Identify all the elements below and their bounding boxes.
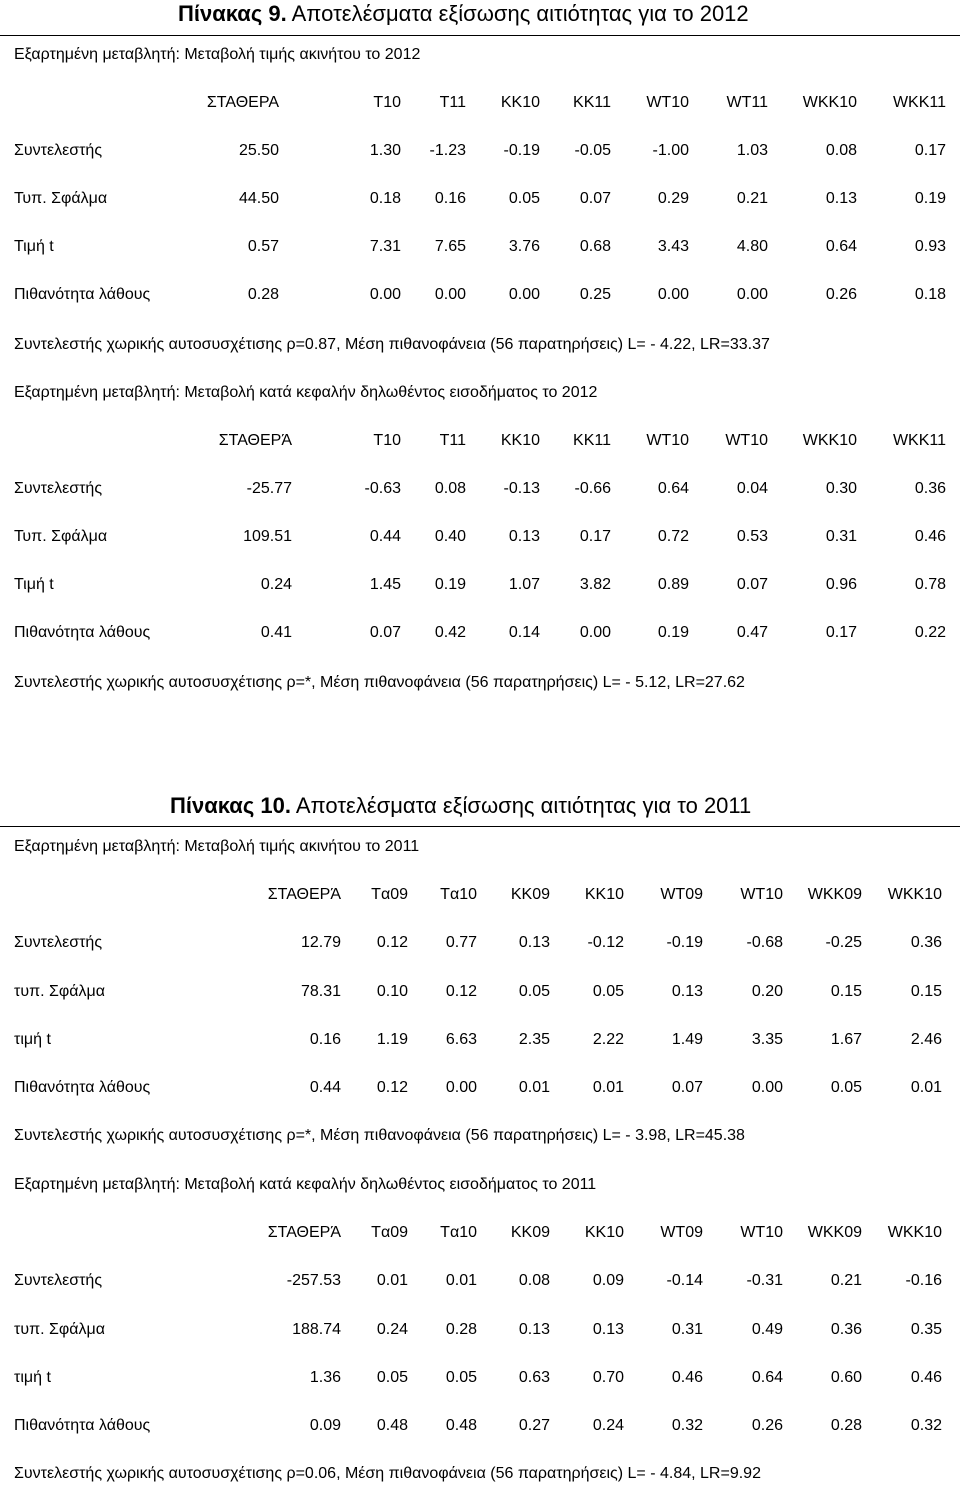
table-cell: 0.16 — [434, 190, 466, 207]
column-header: KK10 — [500, 432, 540, 449]
table-cell: 0.15 — [830, 983, 862, 1000]
table-cell: 0.05 — [830, 1079, 862, 1096]
column-header: KK10 — [584, 886, 624, 903]
column-header: WKK10 — [802, 94, 857, 111]
table-cell: 1.07 — [508, 576, 540, 593]
row-label: Πιθανότητα λάθους — [14, 1079, 151, 1096]
table-cell: 0.60 — [830, 1369, 862, 1386]
row-label: Τυπ. Σφάλμα — [14, 190, 108, 207]
column-header: Tα10 — [440, 886, 477, 903]
table-cell: 25.50 — [238, 142, 279, 159]
table-cell: 0.31 — [671, 1321, 703, 1338]
table-cell: 3.43 — [657, 238, 689, 255]
table-cell: 0.32 — [910, 1417, 942, 1434]
table-cell: 0.93 — [914, 238, 946, 255]
table9-title-rule — [0, 35, 960, 36]
table-cell: 0.48 — [376, 1417, 408, 1434]
table-cell: 0.20 — [751, 983, 783, 1000]
table-cell: -0.14 — [666, 1272, 703, 1289]
column-header: Tα09 — [371, 886, 408, 903]
table-cell: -0.68 — [746, 934, 783, 951]
table9-title-text: Αποτελέσματα εξίσωσης αιτιότητας για το 2012 — [286, 1, 749, 26]
table-cell: 0.07 — [671, 1079, 703, 1096]
row-label: Συντελεστής — [14, 480, 103, 497]
table9-title — [178, 0, 749, 28]
table-cell: 0.42 — [434, 624, 466, 641]
table-cell: 2.22 — [592, 1031, 624, 1048]
table-cell: 0.28 — [445, 1321, 477, 1338]
table-cell: -0.19 — [666, 934, 703, 951]
table-cell: 0.13 — [518, 934, 550, 951]
table-cell: 0.01 — [518, 1079, 550, 1096]
table-cell: 0.44 — [369, 528, 401, 545]
table-cell: 1.45 — [369, 576, 401, 593]
table-cell: 0.01 — [592, 1079, 624, 1096]
table-cell: 1.30 — [369, 142, 401, 159]
table-cell: 44.50 — [238, 190, 279, 207]
column-header: T11 — [439, 432, 466, 449]
row-label: Τυπ. Σφάλμα — [14, 528, 108, 545]
table-cell: 0.46 — [914, 528, 946, 545]
table-cell: 0.63 — [518, 1369, 550, 1386]
column-header: WKK09 — [807, 886, 862, 903]
table-cell: 0.21 — [736, 190, 768, 207]
table-cell: 0.18 — [369, 190, 401, 207]
table-cell: 0.19 — [657, 624, 689, 641]
table-cell: 0.01 — [910, 1079, 942, 1096]
column-header: WKK11 — [892, 432, 946, 449]
table-cell: 0.15 — [910, 983, 942, 1000]
table-cell: 0.05 — [508, 190, 540, 207]
table-cell: 0.22 — [914, 624, 946, 641]
table-cell: 0.72 — [657, 528, 689, 545]
table-cell: 3.35 — [751, 1031, 783, 1048]
table-cell: 0.00 — [579, 624, 611, 641]
table-cell: 0.00 — [751, 1079, 783, 1096]
column-header: WT09 — [660, 1224, 703, 1241]
table-cell: 78.31 — [300, 983, 341, 1000]
table-cell: 0.12 — [376, 1079, 408, 1096]
table-cell: 2.46 — [910, 1031, 942, 1048]
table-cell: 0.13 — [671, 983, 703, 1000]
table-cell: 2.35 — [518, 1031, 550, 1048]
table-cell: 0.00 — [445, 1079, 477, 1096]
table-cell: 0.00 — [736, 286, 768, 303]
table-cell: 1.36 — [309, 1369, 341, 1386]
table-cell: -1.00 — [652, 142, 689, 159]
table-cell: 0.08 — [434, 480, 466, 497]
table-cell: 0.53 — [736, 528, 768, 545]
column-header: Tα10 — [440, 1224, 477, 1241]
table-cell: 0.64 — [825, 238, 857, 255]
column-header: KK10 — [584, 1224, 624, 1241]
table-cell: 0.00 — [369, 286, 401, 303]
table-cell: 0.01 — [445, 1272, 477, 1289]
column-header: WT10 — [646, 432, 689, 449]
row-label: τιμή t — [14, 1031, 51, 1048]
table-cell: 0.05 — [376, 1369, 408, 1386]
table-cell: 1.19 — [376, 1031, 408, 1048]
column-header: WKK11 — [892, 94, 946, 111]
table-cell: 0.36 — [914, 480, 946, 497]
table-cell: 0.04 — [736, 480, 768, 497]
table-cell: 4.80 — [736, 238, 768, 255]
row-label: Πιθανότητα λάθους — [14, 1417, 151, 1434]
table-cell: 1.03 — [736, 142, 768, 159]
table-cell: 0.00 — [508, 286, 540, 303]
table-cell: 0.21 — [830, 1272, 862, 1289]
table-cell: 0.26 — [825, 286, 857, 303]
table-cell: 1.67 — [830, 1031, 862, 1048]
table-cell: 0.25 — [579, 286, 611, 303]
table-cell: 0.12 — [376, 934, 408, 951]
table-cell: 0.29 — [657, 190, 689, 207]
column-header: KK11 — [573, 432, 611, 449]
table-cell: 0.17 — [825, 624, 857, 641]
column-header: ΣΤΑΘΕΡΑ — [206, 94, 279, 111]
table-cell: -0.63 — [364, 480, 401, 497]
table-cell: 0.47 — [736, 624, 768, 641]
table-cell: 0.26 — [751, 1417, 783, 1434]
table-cell: 0.19 — [434, 576, 466, 593]
table-cell: 0.08 — [825, 142, 857, 159]
table-cell: 0.07 — [736, 576, 768, 593]
table9-title-number: Πίνακας 9. — [178, 1, 287, 26]
table-cell: 0.46 — [671, 1369, 703, 1386]
row-label: Τιμή t — [14, 576, 54, 593]
row-label: τιμή t — [14, 1369, 51, 1386]
table-cell: 188.74 — [292, 1321, 341, 1338]
dependent-variable: Εξαρτημένη μεταβλητή: Μεταβολή τιμής ακινήτου το 2011 — [14, 838, 420, 855]
column-header: ΣΤΑΘΕΡΆ — [218, 432, 292, 449]
column-header: KK09 — [510, 886, 550, 903]
table-cell: -1.23 — [429, 142, 466, 159]
table-cell: 6.63 — [445, 1031, 477, 1048]
table-cell: 0.36 — [910, 934, 942, 951]
table-cell: 0.48 — [445, 1417, 477, 1434]
dependent-variable: Εξαρτημένη μεταβλητή: Μεταβολή κατά κεφαλήν δηλωθέντος εισοδήματος το 2011 — [14, 1176, 597, 1193]
table-cell: 0.13 — [508, 528, 540, 545]
table-cell: -0.05 — [574, 142, 611, 159]
column-header: WT10 — [725, 432, 768, 449]
table10-title — [170, 792, 751, 820]
table-cell: 0.19 — [914, 190, 946, 207]
column-header: Tα09 — [371, 1224, 408, 1241]
column-header: WKK10 — [887, 886, 942, 903]
table-cell: 0.36 — [830, 1321, 862, 1338]
table10-title-text: Αποτελέσματα εξίσωσης αιτιότητας για το 2011 — [290, 793, 752, 818]
table-cell: 3.82 — [579, 576, 611, 593]
table-cell: 0.27 — [518, 1417, 550, 1434]
row-label: τυπ. Σφάλμα — [14, 983, 105, 1000]
row-label: Συντελεστής — [14, 142, 103, 159]
table-cell: 0.57 — [247, 238, 279, 255]
table-cell: 12.79 — [300, 934, 341, 951]
table-cell: 0.78 — [914, 576, 946, 593]
column-header: WT10 — [646, 94, 689, 111]
table-cell: 0.89 — [657, 576, 689, 593]
table-cell: 0.32 — [671, 1417, 703, 1434]
table-cell: 3.76 — [508, 238, 540, 255]
table-cell: -0.66 — [574, 480, 611, 497]
table-cell: -0.12 — [587, 934, 624, 951]
table-cell: 1.49 — [671, 1031, 703, 1048]
column-header: WT10 — [740, 1224, 783, 1241]
table-cell: 0.64 — [657, 480, 689, 497]
table-cell: 0.68 — [579, 238, 611, 255]
table-cell: 0.35 — [910, 1321, 942, 1338]
row-label: Συντελεστής — [14, 1272, 103, 1289]
table-cell: 0.10 — [376, 983, 408, 1000]
row-label: Συντελεστής — [14, 934, 103, 951]
table-cell: 0.28 — [247, 286, 279, 303]
table-cell: 7.65 — [434, 238, 466, 255]
column-header: WKK10 — [802, 432, 857, 449]
table-cell: -0.16 — [905, 1272, 942, 1289]
model-statistics: Συντελεστής χωρικής αυτοσυσχέτισης ρ=*, Μέση πιθανοφάνεια (56 παρατηρήσεις) L= - 3.98, LR=45.38 — [14, 1127, 745, 1144]
row-label: Πιθανότητα λάθους — [14, 624, 151, 641]
table-cell: -0.31 — [746, 1272, 783, 1289]
row-label: Πιθανότητα λάθους — [14, 286, 151, 303]
table-cell: -257.53 — [286, 1272, 341, 1289]
table-cell: 0.09 — [592, 1272, 624, 1289]
table-cell: 0.08 — [518, 1272, 550, 1289]
table-cell: 0.31 — [825, 528, 857, 545]
dependent-variable: Εξαρτημένη μεταβλητή: Μεταβολή κατά κεφαλήν δηλωθέντος εισοδήματος το 2012 — [14, 384, 598, 401]
table-cell: 0.17 — [914, 142, 946, 159]
table-cell: 0.07 — [369, 624, 401, 641]
dependent-variable: Εξαρτημένη μεταβλητή: Μεταβολή τιμής ακινήτου το 2012 — [14, 46, 421, 63]
table-cell: 0.24 — [260, 576, 292, 593]
table-cell: 0.12 — [445, 983, 477, 1000]
table-cell: 0.13 — [825, 190, 857, 207]
table-cell: 0.01 — [376, 1272, 408, 1289]
column-header: WKK10 — [887, 1224, 942, 1241]
table-cell: 0.05 — [592, 983, 624, 1000]
table-cell: 109.51 — [243, 528, 292, 545]
table-cell: 0.17 — [579, 528, 611, 545]
model-statistics: Συντελεστής χωρικής αυτοσυσχέτισης ρ=0.06, Μέση πιθανοφάνεια (56 παρατηρήσεις) L= - 4.84, LR=9.92 — [14, 1465, 761, 1482]
table-cell: -0.19 — [503, 142, 540, 159]
model-statistics: Συντελεστής χωρικής αυτοσυσχέτισης ρ=0.87, Μέση πιθανοφάνεια (56 παρατηρήσεις) L= - 4.22, LR=33.37 — [14, 336, 770, 353]
table-cell: 0.30 — [825, 480, 857, 497]
table-cell: 0.13 — [592, 1321, 624, 1338]
table-cell: 0.70 — [592, 1369, 624, 1386]
table-cell: 0.00 — [434, 286, 466, 303]
table-cell: 0.46 — [910, 1369, 942, 1386]
column-header: WKK09 — [807, 1224, 862, 1241]
table-cell: 0.09 — [309, 1417, 341, 1434]
table-cell: 0.96 — [825, 576, 857, 593]
table-cell: 0.41 — [260, 624, 292, 641]
table-cell: 0.16 — [309, 1031, 341, 1048]
table-cell: 7.31 — [369, 238, 401, 255]
table-cell: 0.18 — [914, 286, 946, 303]
table-cell: -0.25 — [825, 934, 862, 951]
table-cell: 0.07 — [579, 190, 611, 207]
table10-title-rule — [0, 826, 960, 827]
column-header: T10 — [373, 94, 401, 111]
column-header: T10 — [373, 432, 401, 449]
table-cell: -25.77 — [246, 480, 292, 497]
table-cell: 0.24 — [592, 1417, 624, 1434]
column-header: ΣΤΑΘΕΡΆ — [267, 1224, 341, 1241]
table-cell: 0.00 — [657, 286, 689, 303]
column-header: WT11 — [726, 94, 768, 111]
table-cell: 0.28 — [830, 1417, 862, 1434]
column-header: WT09 — [660, 886, 703, 903]
table-cell: 0.64 — [751, 1369, 783, 1386]
column-header: T11 — [439, 94, 466, 111]
column-header: KK11 — [573, 94, 611, 111]
table-cell: 0.14 — [508, 624, 540, 641]
table-cell: 0.13 — [518, 1321, 550, 1338]
row-label: Τιμή t — [14, 238, 54, 255]
column-header: KK10 — [500, 94, 540, 111]
table-cell: 0.40 — [434, 528, 466, 545]
model-statistics: Συντελεστής χωρικής αυτοσυσχέτισης ρ=*, Μέση πιθανοφάνεια (56 παρατηρήσεις) L= - 5.12, LR=27.62 — [14, 674, 745, 691]
column-header: WT10 — [740, 886, 783, 903]
table-cell: -0.13 — [503, 480, 540, 497]
table-cell: 0.05 — [518, 983, 550, 1000]
table-cell: 0.24 — [376, 1321, 408, 1338]
table10-title-number: Πίνακας 10. — [170, 793, 291, 818]
table-cell: 0.77 — [445, 934, 477, 951]
row-label: τυπ. Σφάλμα — [14, 1321, 105, 1338]
column-header: KK09 — [510, 1224, 550, 1241]
table-cell: 0.05 — [445, 1369, 477, 1386]
table-cell: 0.44 — [309, 1079, 341, 1096]
table-cell: 0.49 — [751, 1321, 783, 1338]
column-header: ΣΤΑΘΕΡΆ — [267, 886, 341, 903]
